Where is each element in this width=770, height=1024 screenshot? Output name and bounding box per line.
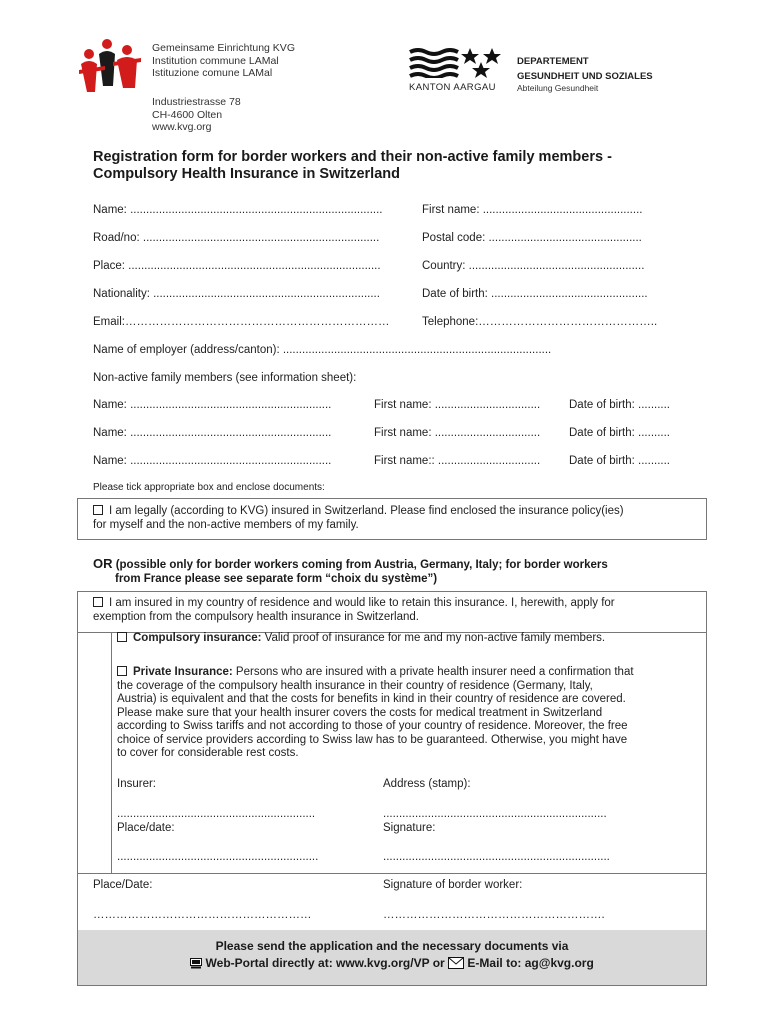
compulsory-checkbox[interactable] <box>117 632 127 642</box>
or-heading <box>93 557 713 586</box>
family2-name-field[interactable]: Name: ............................................................... <box>93 427 332 439</box>
form-title <box>93 149 693 183</box>
computer-icon <box>190 958 202 969</box>
name-label: Name: <box>93 204 127 216</box>
telephone-field[interactable]: Telephone:……………………………………….. <box>422 316 658 328</box>
kvg-logo-icon <box>77 36 143 96</box>
nationality-field[interactable]: Nationality: ....................................................................... <box>93 288 380 300</box>
first-name-field[interactable]: First name: .................................................. <box>422 204 643 216</box>
worker-signature-label: Signature of border worker: <box>383 879 523 891</box>
dob-label: Date of birth: <box>422 288 488 300</box>
worker-signature-line[interactable]: …………………………………………………. <box>383 909 605 921</box>
kvg-city: CH-4600 Olten <box>152 108 223 121</box>
private-line5: according to Swiss tariffs and not according to those of your country of residence. Moreover, the free <box>117 720 628 732</box>
postal-code-field[interactable]: Postal code: ................................................ <box>422 232 642 244</box>
compulsory-text: Valid proof of insurance for me and my non-active family members. <box>264 632 606 644</box>
kvg-website: www.kvg.org <box>152 121 212 133</box>
name-field[interactable]: Name: ............................................................................... <box>93 204 383 216</box>
private-label: Private Insurance: <box>133 666 233 678</box>
postal-label: Postal code: <box>422 232 486 244</box>
family3-first-name-field[interactable]: First name:: ................................ <box>374 455 541 467</box>
footer-line1: Please send the application and the necessary documents via <box>215 939 569 953</box>
family1-dob-field[interactable]: Date of birth: .......... <box>569 399 670 411</box>
dept-line2: GESUNDHEIT UND SOZIALES <box>517 71 653 82</box>
or-line1: (possible only for border workers coming from Austria, Germany, Italy; for border workers <box>115 559 608 571</box>
canton-name: KANTON AARGAU <box>409 82 496 93</box>
envelope-icon <box>448 957 464 969</box>
insurer-place-date-label: Place/date: <box>117 822 175 834</box>
footer-line2 <box>78 955 706 972</box>
or-label: OR <box>93 556 113 571</box>
private-line3: Austria) is equivalent and that the costs for benefits in kind in their country of residence are covered. <box>117 693 626 705</box>
family3-dob-field[interactable]: Date of birth: .......... <box>569 455 670 467</box>
worker-place-date-label: Place/Date: <box>93 879 153 891</box>
family2-name-label: Name: <box>93 427 127 439</box>
insurer-signature-label: Signature: <box>383 822 436 834</box>
private-line6: choice of service providers according to Swiss law has to be guaranteed. Otherwise, you might have <box>117 733 628 746</box>
kvg-line-de: Gemeinsame Einrichtung KVG <box>152 42 295 54</box>
option1-line1: I am legally (according to KVG) insured in Switzerland. Please find enclosed the insurance policy(ies) <box>109 505 624 517</box>
kvg-name-lines <box>152 42 295 80</box>
date-of-birth-field[interactable]: Date of birth: ................................................. <box>422 288 648 300</box>
kvg-address <box>152 96 241 134</box>
family2-dob-field[interactable]: Date of birth: .......... <box>569 427 670 439</box>
place-label: Place: <box>93 260 125 272</box>
address-stamp-label: Address (stamp): <box>383 778 471 790</box>
email-label: Email: <box>93 316 125 328</box>
family2-dob-label: Date of birth: <box>569 427 635 439</box>
country-label: Country: <box>422 260 466 272</box>
option1-checkbox[interactable] <box>93 505 103 515</box>
department-subtitle: Abteilung Gesundheit <box>517 83 599 93</box>
family1-name-label: Name: <box>93 399 127 411</box>
department-title <box>517 54 653 84</box>
aargau-coat-of-arms-icon <box>408 46 506 78</box>
family3-dob-label: Date of birth: <box>569 455 635 467</box>
employer-label: Name of employer (address/canton): <box>93 344 280 356</box>
family3-name-label: Name: <box>93 455 127 467</box>
option2-line1: I am insured in my country of residence and would like to retain this insurance. I, herewith, apply for <box>109 597 615 609</box>
footer-email[interactable]: E-Mail to: ag@kvg.org <box>467 956 594 970</box>
submission-footer <box>78 930 706 985</box>
nationality-label: Nationality: <box>93 288 150 300</box>
country-field[interactable]: Country: ....................................................... <box>422 260 645 272</box>
option2-text <box>93 597 703 624</box>
first-name-label: First name: <box>422 204 480 216</box>
compulsory-label: Compulsory insurance: <box>133 632 262 644</box>
option2-line2: exemption from the compulsory health insurance in Switzerland. <box>93 610 419 623</box>
family2-first-name-field[interactable]: First name: ................................. <box>374 427 541 439</box>
title-line2: Compulsory Health Insurance in Switzerland <box>93 166 400 182</box>
private-checkbox[interactable] <box>117 666 127 676</box>
option1-line2: for myself and the non-active members of my family. <box>93 518 359 531</box>
family3-first-name-label: First name:: <box>374 455 435 467</box>
employer-field[interactable]: Name of employer (address/canton): .................................................................................... <box>93 344 552 356</box>
tick-note: Please tick appropriate box and enclose documents: <box>93 482 325 493</box>
private-line1: Persons who are insured with a private health insurer need a confirmation that <box>235 666 634 678</box>
private-option <box>117 666 702 761</box>
or-line2: from France please see separate form “choix du système”) <box>115 573 438 585</box>
email-field[interactable]: Email:…………………………………………………………… <box>93 316 390 328</box>
family2-first-name-label: First name: <box>374 427 432 439</box>
insurer-place-date-line[interactable]: ............................................................... <box>117 851 319 863</box>
worker-place-date-line[interactable]: ………………………………………………… <box>93 909 312 921</box>
road-label: Road/no: <box>93 232 140 244</box>
private-line2: the coverage of the compulsory health insurance in their country of residence (Germany, Italy, <box>117 679 593 692</box>
title-line1: Registration form for border workers and their non-active family members - <box>93 149 612 165</box>
private-line4: Please make sure that your health insurer covers the costs for medical treatment in Switzerland <box>117 706 603 719</box>
compulsory-option <box>117 632 605 646</box>
family1-first-name-field[interactable]: First name: ................................. <box>374 399 541 411</box>
private-line7: to cover for considerable rest costs. <box>117 747 299 759</box>
family1-dob-label: Date of birth: <box>569 399 635 411</box>
option1-text <box>93 505 703 532</box>
family3-name-field[interactable]: Name: ............................................................... <box>93 455 332 467</box>
family1-first-name-label: First name: <box>374 399 432 411</box>
option2-checkbox[interactable] <box>93 597 103 607</box>
family-heading: Non-active family members (see information sheet): <box>93 372 357 384</box>
insurer-signature-line[interactable]: ....................................................................... <box>383 851 610 863</box>
footer-web-portal[interactable]: Web-Portal directly at: www.kvg.org/VP or <box>205 956 445 970</box>
place-field[interactable]: Place: ............................................................................... <box>93 260 381 272</box>
dept-line1: DEPARTEMENT <box>517 56 589 67</box>
kvg-line-it: Istituzione comune LAMal <box>152 67 273 79</box>
road-field[interactable]: Road/no: .......................................................................... <box>93 232 380 244</box>
family1-name-field[interactable]: Name: ............................................................... <box>93 399 332 411</box>
insurer-label: Insurer: <box>117 778 156 790</box>
address-line[interactable]: ...................................................................... <box>383 808 607 820</box>
kvg-street: Industriestrasse 78 <box>152 96 241 108</box>
kvg-line-fr: Institution commune LAMal <box>152 54 279 67</box>
insurer-line[interactable]: .............................................................. <box>117 808 316 820</box>
telephone-label: Telephone: <box>422 316 479 328</box>
